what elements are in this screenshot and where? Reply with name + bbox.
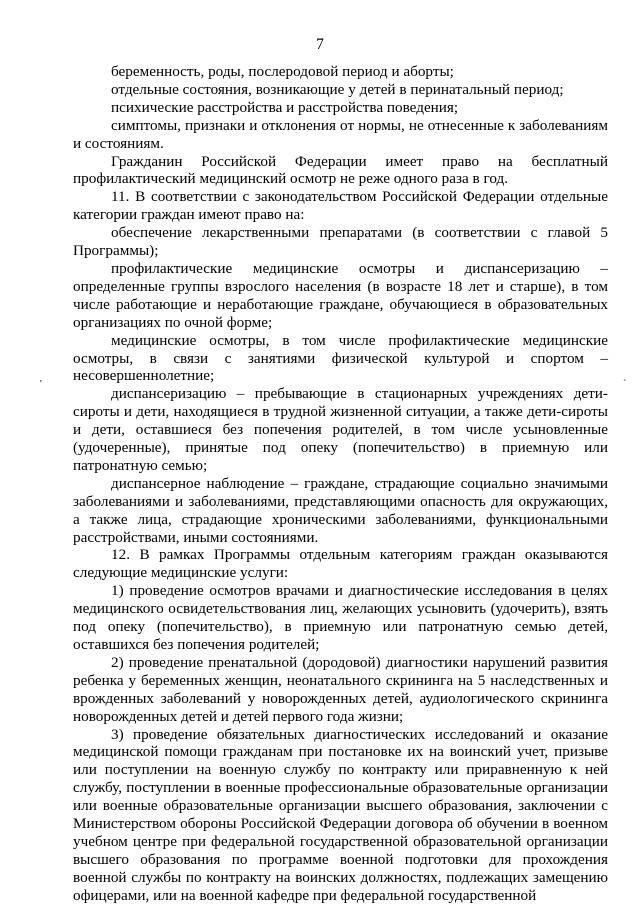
right-margin-mark: ` [623,379,627,390]
paragraph: 11. В соответствии с законодательством Российской Федерации отдельные категории граждан имеют право на: [73,188,608,224]
paragraph: медицинские осмотры, в том числе профилактические медицинские осмотры, в связи с занятиями физической культурой и спортом – несовершеннолетние; [73,331,608,385]
left-margin-mark: ' [40,379,42,390]
paragraph: 2) проведение пренатальной (дородовой) диагностики нарушений развития ребенка у беременных женщин, неонатального скрининга на 5 наследственных и врожденных заболеваний у новорожденных детей, аудиологического скрининга новорожденных детей и детей первого года жизни; [73,653,608,725]
page-number: 7 [316,36,324,53]
paragraph: Гражданин Российской Федерации имеет право на бесплатный профилактический медицинский осмотр не реже одного раза в год. [73,152,608,188]
paragraph: обеспечение лекарственными препаратами (в соответствии с главой 5 Программы); [73,224,608,260]
paragraph: психические расстройства и расстройства поведения; [111,98,459,116]
paragraph: отдельные состояния, возникающие у детей в перинатальный период; [111,80,564,98]
paragraph: диспансерное наблюдение – граждане, страдающие социально значимыми заболеваниями и заболеваниями, представляющими опасность для окружающих, а также лица, страдающие хроническими заболеваниями, функциональными расстройствами, иными состояниями. [73,474,608,546]
paragraph: 1) проведение осмотров врачами и диагностические исследования в целях медицинского освидетельствования лиц, желающих усыновить (удочерить), взять под опеку (попечительство), в приемную или патронатную семью детей, оставшихся без попечения родителей; [73,582,608,653]
paragraph: диспансеризацию – пребывающие в стационарных учреждениях дети-сироты и дети, находящиеся в трудной жизненной ситуации, а также дети-сироты и дети, оставшиеся без попечения родителей, в том числе усыновленные (удочеренные), принятые под опеку (попечительство) в приемную или патронатную семью; [73,385,608,474]
paragraph: 3) проведение обязательных диагностических исследований и оказание медицинской помощи гражданам при постановке их на воинский учет, призыве или поступлении на военную службу по контракту или приравненную к ней службу, поступлении в военные профессиональные образовательные организации или военные образовательные организации высшего образования, заключении с Министерством обороны Российской Федерации договора об обучении в военном учебном центре при федеральной государственной образовательной организации высшего образования по программе военной подготовки для прохождения военной службы по контракту на воинских должностях, подлежащих замещению офицерами, или на военной кафедре при федеральной государственной [73,725,608,904]
paragraph: симптомы, признаки и отклонения от нормы, не отнесенные к заболеваниям и состояниям. [73,116,608,152]
document-body [73,63,608,905]
paragraph: беременность, роды, послеродовой период и аборты; [111,63,454,80]
paragraph: 12. В рамках Программы отдельным категориям граждан оказываются следующие медицинские услуги: [73,546,608,582]
paragraph: профилактические медицинские осмотры и диспансеризацию – определенные группы взрослого населения (в возрасте 18 лет и старше), в том числе работающие и неработающие граждане, обучающиеся в образовательных организациях по очной форме; [73,259,608,331]
